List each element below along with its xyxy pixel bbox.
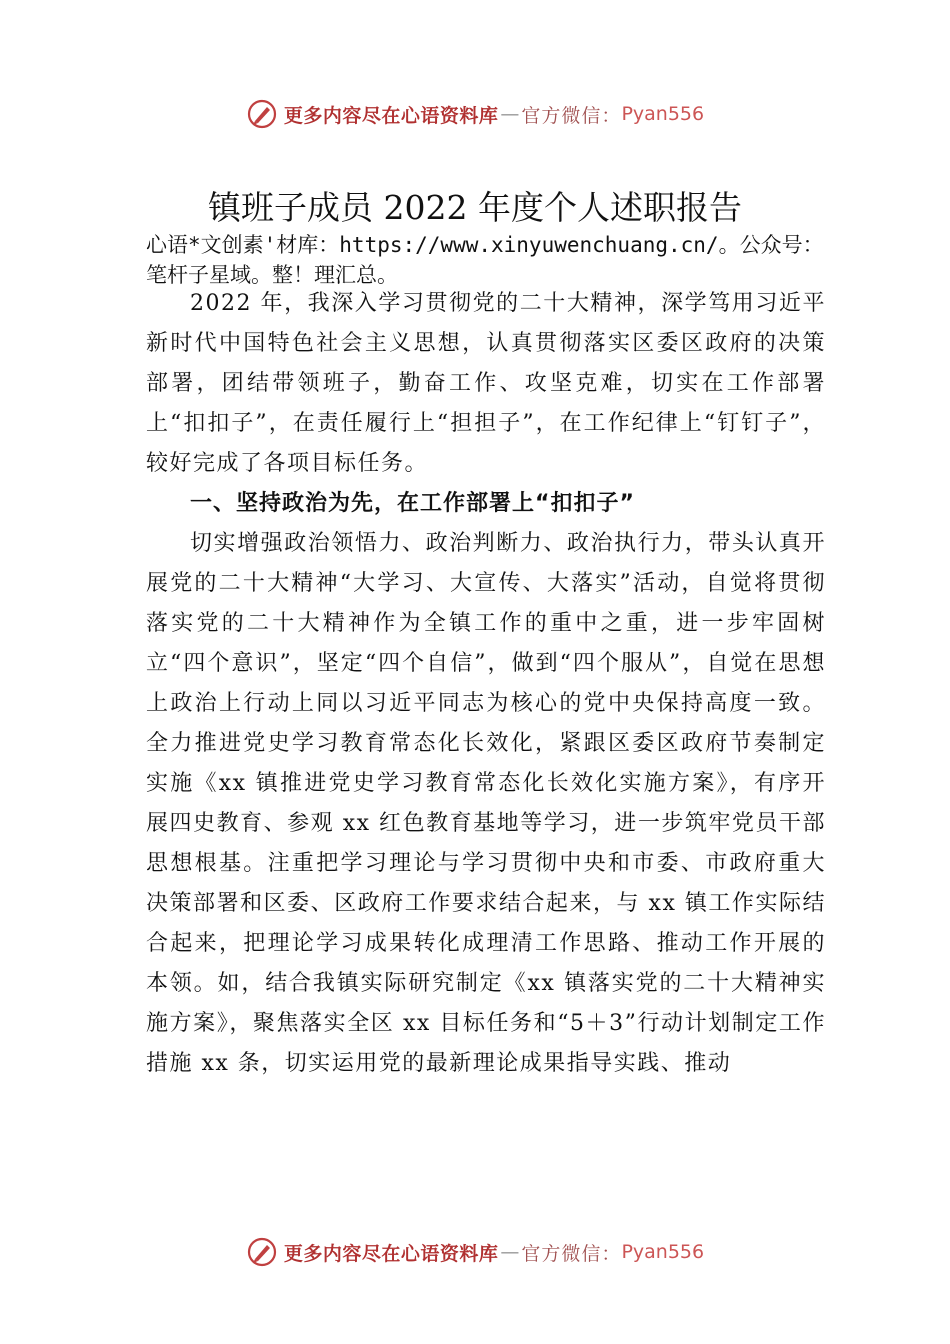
section-paragraph: 切实增强政治领悟力、政治判断力、政治执行力，带头认真开展党的二十大精神“大学习、大宣传、大落实”活动，自觉将贯彻落实党的二十大精神作为全镇工作的重中之重，进一步牢固树立“四个意识”，坚定“四个自信”，做到“四个服从”，自觉在思想上政治上行动上同以习近平同志为核心的党中央保持高度一致。全力推进党史学习教育常态化长效化，紧跟区委区政府节奏制定实施《xx 镇推进党史学习教育常态化长效化实施方案》，有序开展四史教育、参观 xx 红色教育基地等学习，进一步筑牢党员干部思想根基。注重把学习理论与学习贯彻中央和市委、市政府重大决策部署和区委、区政府工作要求结合起来，与 xx 镇工作实际结合起来，把理论学习成果转化成理清工作思路、推动工作开展的本领。如，结合我镇实际研究制定《xx 镇落实党的二十大精神实施方案》，聚焦落实全区 xx 目标任务和“5＋3”行动计划制定工作措施 xx 条，切实运用党的最新理论成果指导实践、推动 [146,531,826,1076]
document-title: 镇班子成员 2022 年度个人述职报告 [208,188,742,227]
section-heading: 一、坚持政治为先，在工作部署上“扣扣子” [190,491,635,516]
banner-wechat-id: Pyan556 [621,1241,705,1263]
document-body [146,284,826,1084]
pen-logo-icon [246,98,278,130]
banner-dash: — [500,1241,520,1263]
header-banner [0,94,950,134]
footer-banner [0,1232,950,1272]
banner-lead-text: 更多内容尽在心语资料库 [283,1242,499,1265]
banner-dash: — [500,103,520,125]
banner-wechat-id: Pyan556 [621,103,705,125]
banner-lead-text: 更多内容尽在心语资料库 [283,104,499,127]
source-note: 心语*文创素'材库：https://www.xinyuwenchuang.cn/。公众号：笔杆子星域。整！理汇总。 [146,233,824,287]
banner-wechat-label: 官方微信： [521,1242,622,1265]
intro-paragraph: 2022 年，我深入学习贯彻党的二十大精神，深学笃用习近平新时代中国特色社会主义思想，认真贯彻落实区委区政府的决策部署，团结带领班子，勤奋工作、攻坚克难，切实在工作部署上“扣扣子”，在责任履行上“担担子”，在工作纪律上“钉钉子”，较好完成了各项目标任务。 [146,291,826,476]
pen-logo-icon [246,1236,278,1268]
banner-wechat-label: 官方微信： [521,104,622,127]
